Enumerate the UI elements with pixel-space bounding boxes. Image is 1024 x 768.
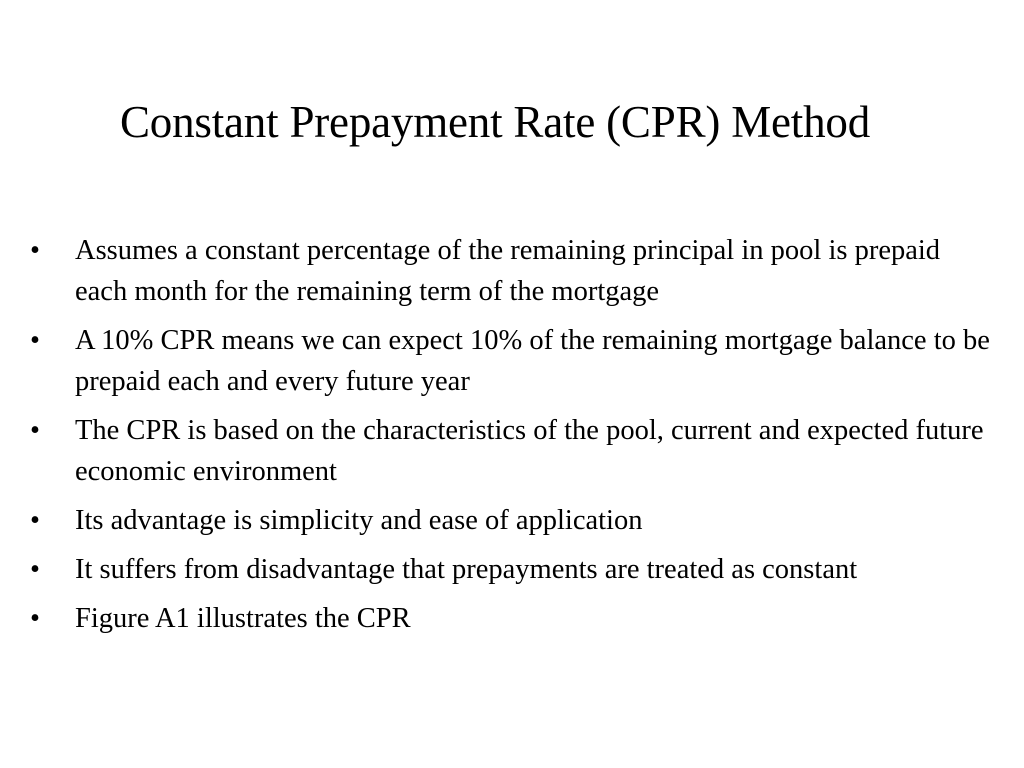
bullet-dot-icon: • — [30, 235, 40, 266]
bullet-dot-icon: • — [30, 325, 40, 356]
bullet-text: It suffers from disadvantage that prepayments are treated as constant — [75, 554, 858, 585]
bullet-dot-icon: • — [30, 603, 40, 634]
bullet-item — [30, 410, 990, 492]
bullet-text: Its advantage is simplicity and ease of application — [75, 505, 643, 536]
bullet-item — [30, 549, 990, 590]
bullet-item — [30, 598, 990, 639]
bullet-dot-icon: • — [30, 505, 40, 536]
bullet-item — [30, 500, 990, 541]
bullet-list — [30, 230, 990, 647]
bullet-dot-icon: • — [30, 415, 40, 446]
bullet-text: Figure A1 illustrates the CPR — [75, 603, 411, 634]
bullet-item — [30, 230, 990, 312]
bullet-text: The CPR is based on the characteristics of the pool, current and expected future economic environment — [75, 415, 984, 487]
slide-title: Constant Prepayment Rate (CPR) Method — [119, 97, 871, 147]
bullet-text: Assumes a constant percentage of the remaining principal in pool is prepaid each month for the remaining term of the mortgage — [75, 235, 941, 307]
bullet-item — [30, 320, 990, 402]
bullet-dot-icon: • — [30, 554, 40, 585]
bullet-text: A 10% CPR means we can expect 10% of the remaining mortgage balance to be prepaid each and every future year — [75, 325, 990, 397]
